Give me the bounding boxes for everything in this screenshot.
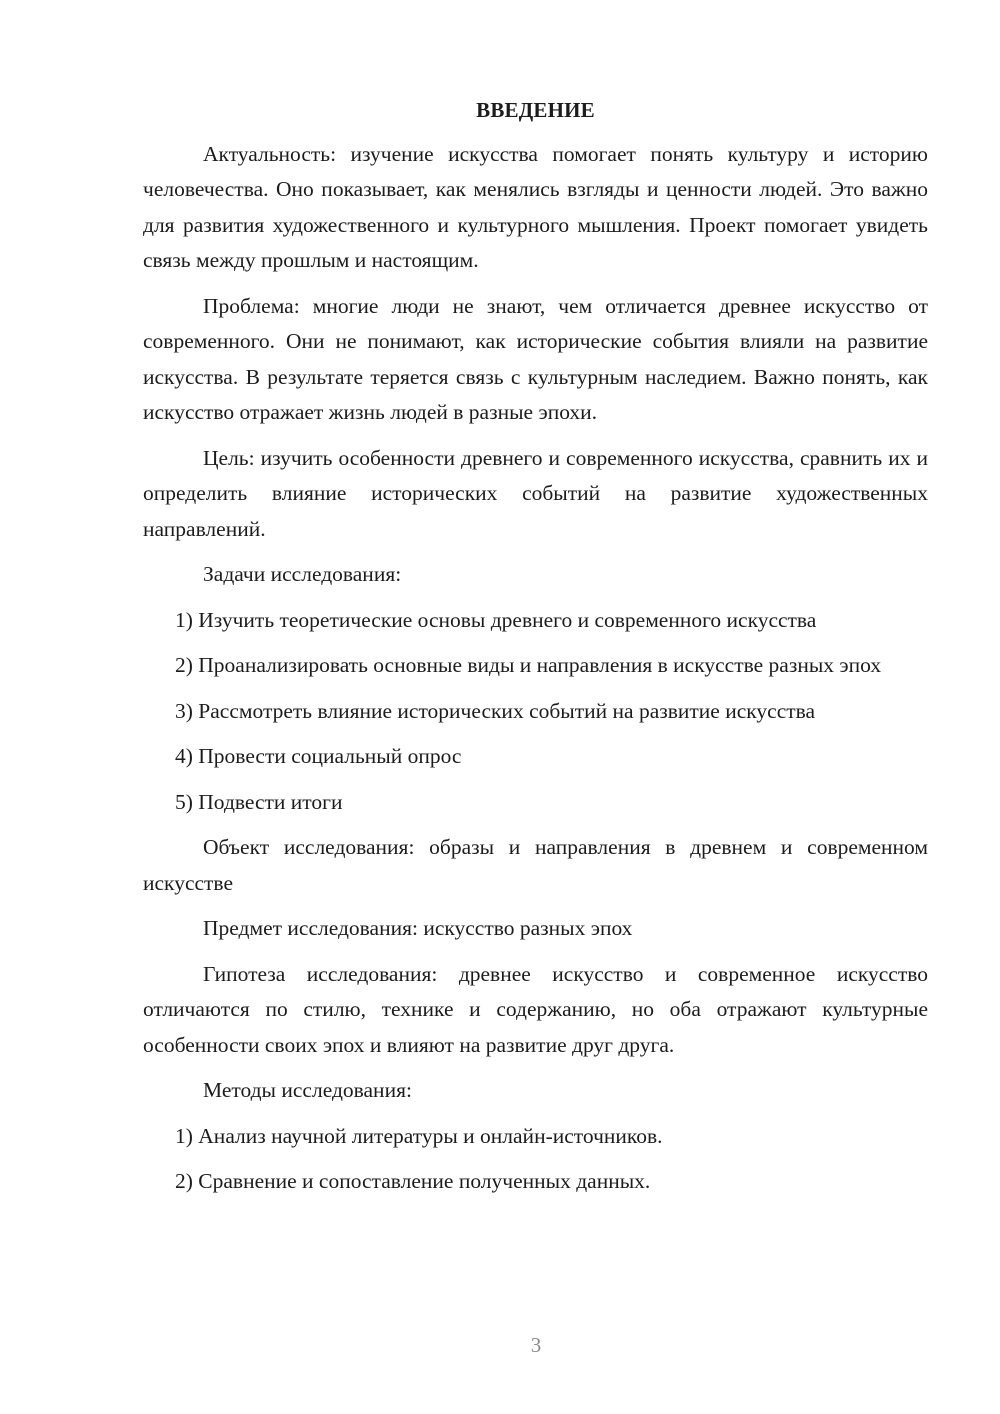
relevance-paragraph: Актуальность: изучение искусства помогает понять культуру и историю человечества. Оно показывает, как менялись взгляды и ценности людей. Это важно для развития художественного и культурного мышления. Проект помогает увидеть связь между прошлым и настоящим. — [143, 141, 928, 272]
tasks-heading: Задачи исследования: — [203, 562, 402, 586]
task-item: 4) Провести социальный опрос — [175, 744, 462, 768]
document-page — [143, 93, 928, 1210]
task-item: 5) Подвести итоги — [175, 789, 343, 814]
method-item: 1) Анализ научной литературы и онлайн-источников. — [175, 1123, 663, 1148]
method-item: 2) Сравнение и сопоставление полученных данных. — [175, 1169, 651, 1193]
page-number: 3 — [530, 1333, 542, 1357]
hypothesis-paragraph: Гипотеза исследования: древнее искусство и современное искусство отличаются по стилю, технике и содержанию, но оба отражают культурные особенности своих эпох и влияют на развитие друг друга. — [143, 961, 928, 1057]
task-item: 2) Проанализировать основные виды и направления в искусстве разных эпох — [175, 653, 882, 677]
task-item: 1) Изучить теоретические основы древнего и современного искусства — [175, 607, 817, 632]
task-item: 3) Рассмотреть влияние исторических событий на развитие искусства — [175, 698, 816, 723]
methods-heading: Методы исследования: — [203, 1078, 412, 1102]
problem-paragraph: Проблема: многие люди не знают, чем отличается древнее искусство от современного. Они не понимают, как исторические события влияли на развитие искусства. В результате теряется связь с культурным наследием. Важно понять, как искусство отражает жизнь людей в разные эпохи. — [143, 293, 928, 424]
section-title: ВВЕДЕНИЕ — [476, 98, 595, 122]
goal-paragraph: Цель: изучить особенности древнего и современного искусства, сравнить их и определить влияние исторических событий на развитие художественных направлений. — [143, 445, 928, 541]
subject-paragraph: Предмет исследования: искусство разных эпох — [203, 916, 633, 940]
object-paragraph: Объект исследования: образы и направления в древнем и современном искусстве — [143, 835, 928, 895]
